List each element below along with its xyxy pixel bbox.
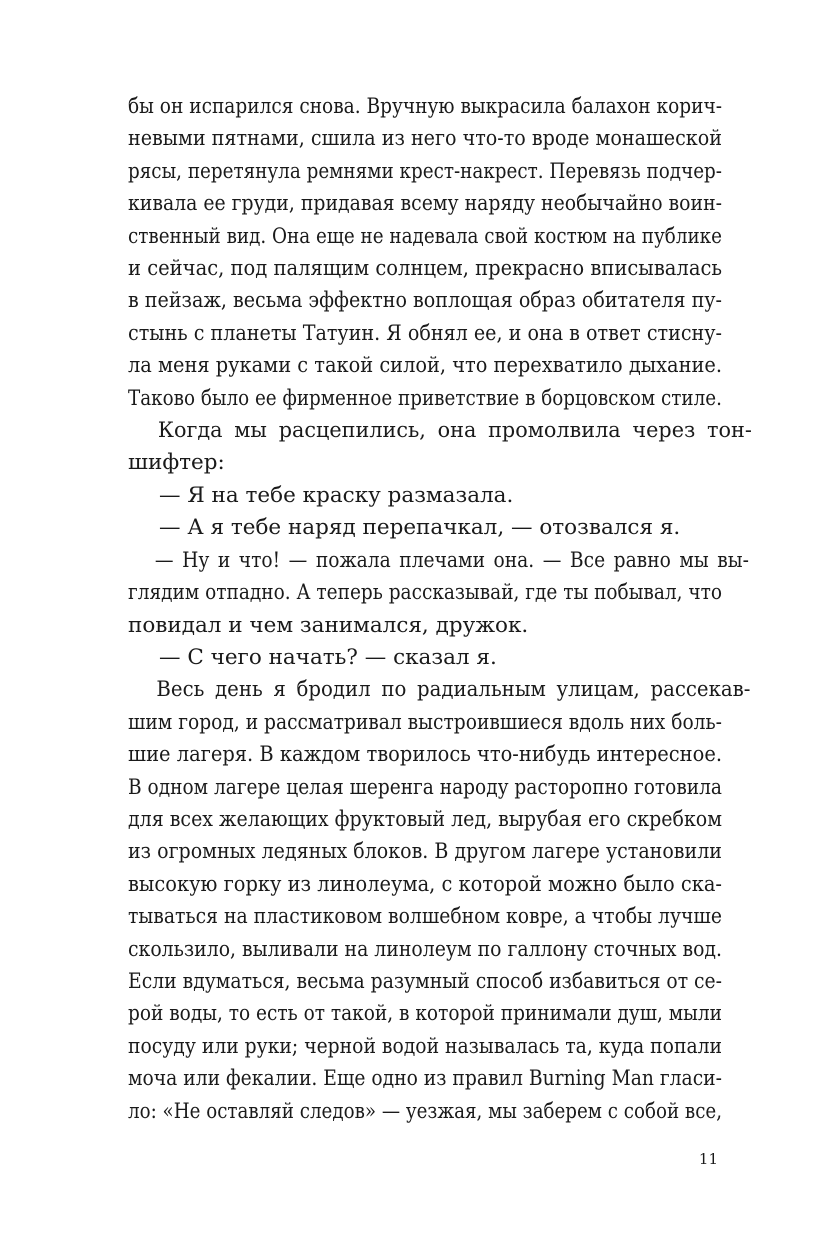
text-line: Если вдуматься, весьма разумный способ избавиться от се- xyxy=(128,968,723,994)
text-line: — Я на тебе краску размазала. xyxy=(159,482,514,508)
text-line: в пейзаж, весьма эффектно воплощая образ обитателя пу- xyxy=(128,288,722,314)
text-line: шим город, и рассматривал выстроившиеся вдоль них боль- xyxy=(128,709,722,735)
text-line: — С чего начать? — сказал я. xyxy=(159,644,497,670)
text-line: кивала ее груди, придавая всему наряду необычайно воин- xyxy=(128,191,722,217)
body-text xyxy=(128,91,752,1128)
text-line: невыми пятнами, сшила из него что-то вроде монашеской xyxy=(128,126,722,152)
text-line: Весь день я бродил по радиальным улицам, рассекав- xyxy=(156,677,751,703)
text-line: Когда мы расцепились, она промолвила через тон- xyxy=(157,418,752,444)
text-line: посуду или руки; черной водой называлась та, куда попали xyxy=(128,1033,723,1059)
text-line: скользило, выливали на линолеум по галлону сточных вод. xyxy=(128,936,723,962)
text-line: глядим отпадно. А теперь рассказывай, где ты побывал, что xyxy=(128,580,723,606)
text-line: ла меня руками с такой силой, что перехватило дыхание. xyxy=(128,353,723,379)
text-line: тываться на пластиковом волшебном ковре, а чтобы лучше xyxy=(128,904,722,930)
text-line: стынь с планеты Татуин. Я обнял ее, и она в ответ стисну- xyxy=(128,320,723,346)
text-line: и сейчас, под палящим солнцем, прекрасно вписывалась xyxy=(128,256,723,282)
text-line: — Ну и что! — пожала плечами она. — Все равно мы вы- xyxy=(154,547,749,573)
text-line: рясы, перетянула ремнями крест-накрест. Перевязь подчер- xyxy=(128,158,722,184)
page-number: 11 xyxy=(698,1150,718,1168)
text-line: ственный вид. Она еще не надевала свой костюм на публике xyxy=(128,223,722,249)
text-line: ло: «Не оставляй следов» — уезжая, мы заберем с собой все, xyxy=(128,1098,723,1124)
text-line: рой воды, то есть от такой, в которой принимали душ, мыли xyxy=(128,1001,723,1027)
text-line: В одном лагере целая шеренга народу расторопно готовила xyxy=(128,774,722,800)
text-line: для всех желающих фруктовый лед, вырубая его скребком xyxy=(128,806,723,832)
text-line: — А я тебе наряд перепачкал, — отозвался я. xyxy=(159,515,681,541)
text-line: моча или фекалии. Еще одно из правил Burning Man гласи- xyxy=(128,1066,722,1092)
text-line: высокую горку из линолеума, с которой можно было ска- xyxy=(128,871,722,897)
text-line: шифтер: xyxy=(128,450,225,476)
text-line: бы он испарился снова. Вручную выкрасила балахон корич- xyxy=(128,94,722,119)
text-line: шие лагеря. В каждом творилось что-нибудь интересное. xyxy=(128,742,723,768)
text-line: Таково было ее фирменное приветствие в борцовском стиле. xyxy=(128,385,722,411)
text-line: из огромных ледяных блоков. В другом лагере установили xyxy=(128,839,722,865)
text-line: повидал и чем занимался, дружок. xyxy=(128,612,529,638)
